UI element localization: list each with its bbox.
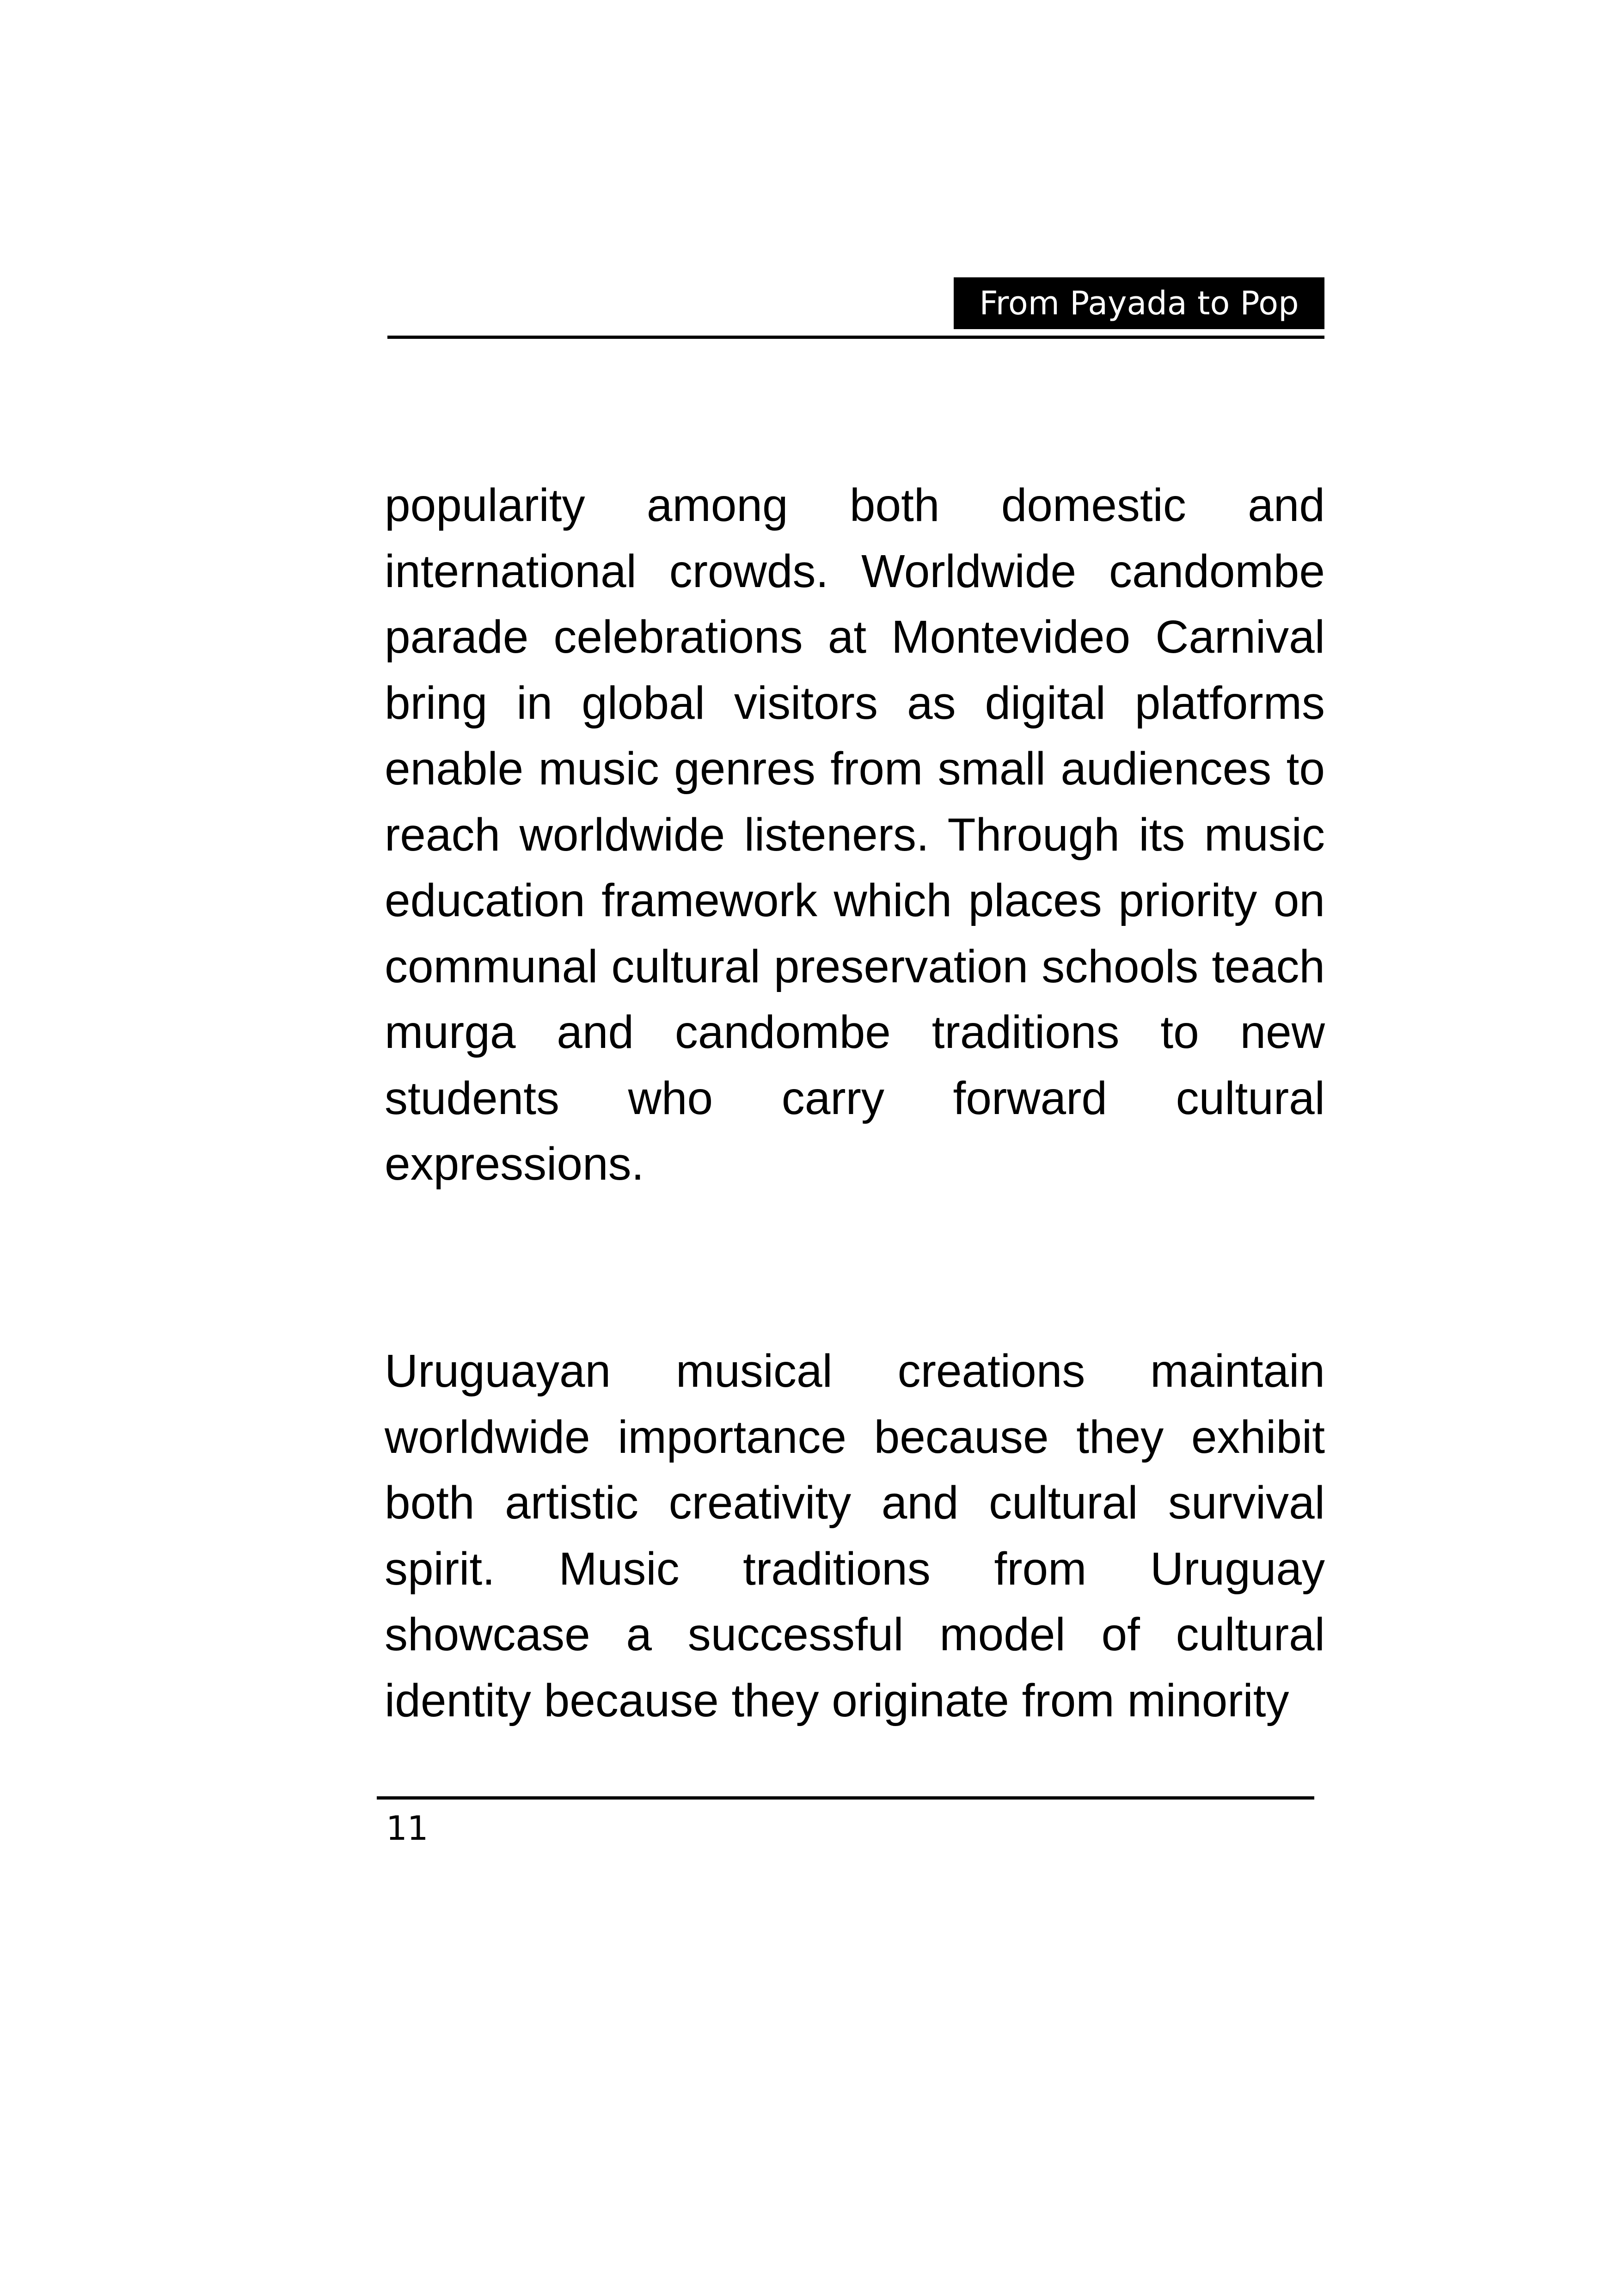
body-paragraph-2: Uruguayan musical creations maintain worldwide importance because they exhibit both artistic creativity and cultural survival spirit. Music traditions from Uruguay showcase a successful model of cultural identity because they originate from minority — [385, 1345, 1325, 1727]
header-rule — [387, 336, 1324, 339]
footer-rule — [377, 1796, 1314, 1800]
running-title: From Payada to Pop — [954, 277, 1324, 329]
page-number: 11 — [386, 1809, 429, 1848]
body-paragraph-1: popularity among both domestic and international crowds. Worldwide candombe parade celebrations at Montevideo Carnival bring in global visitors as digital platforms enable music genres from small audiences to reach worldwide listeners. Through its music education framework which places priority on communal cultural preservation schools teach murga and candombe traditions to new students who carry forward cultural expressions. — [385, 479, 1325, 1190]
